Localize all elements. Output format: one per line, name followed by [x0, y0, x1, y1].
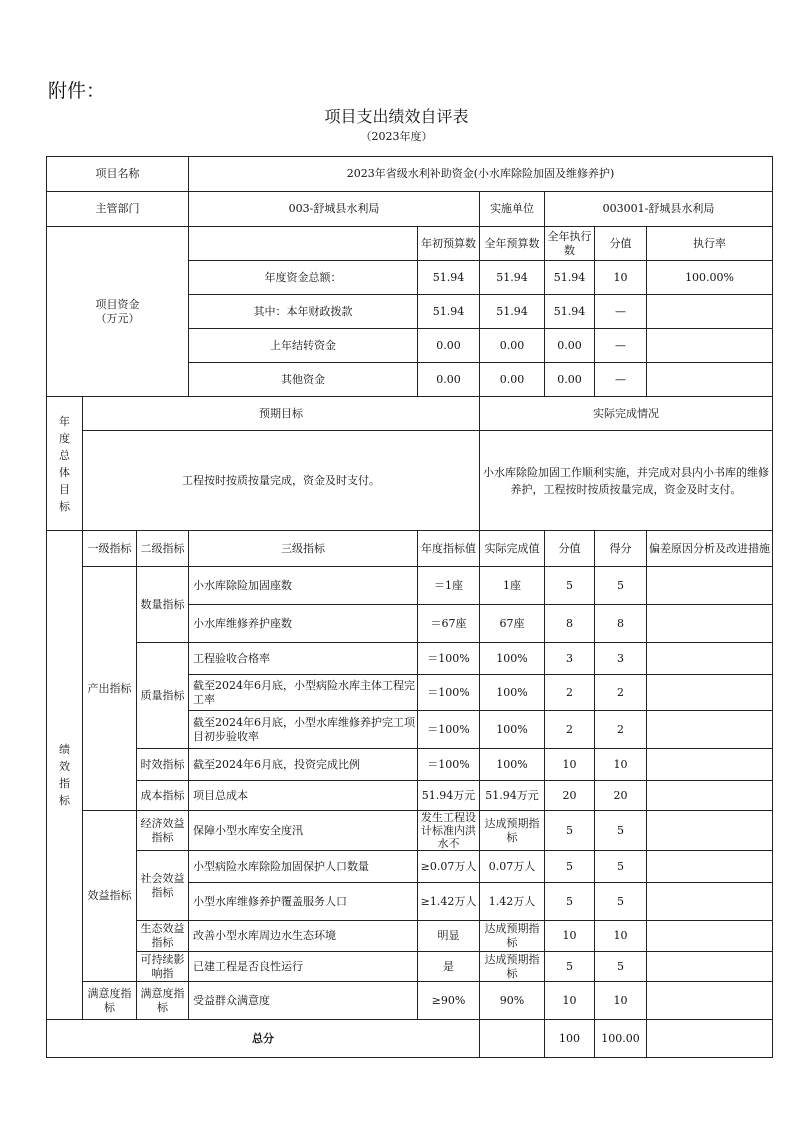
dept-value: 003-舒城县水利局 [189, 192, 480, 227]
funds-header-score: 分值 [595, 227, 647, 261]
funds-row-score: — [595, 363, 647, 397]
funds-row-score: — [595, 295, 647, 329]
funds-row-rate [647, 295, 773, 329]
total-row [47, 1020, 773, 1058]
header-target: 年度指标值 [418, 531, 480, 567]
ecological-indicator-label: 生态效益指标 [137, 921, 189, 952]
indicator-row [47, 811, 773, 851]
goals-content-row [47, 431, 773, 531]
funds-row-rate [647, 329, 773, 363]
expected-goal-text: 工程按时按质按量完成，资金及时支付。 [83, 431, 480, 531]
header-level2: 二级指标 [137, 531, 189, 567]
actual-goal-header: 实际完成情况 [480, 397, 773, 431]
indicator-reason [647, 675, 773, 711]
project-name-value: 2023年省级水利补助资金(小水库除险加固及维修养护) [189, 157, 773, 192]
indicator-row [47, 982, 773, 1020]
indicator-score: 2 [545, 675, 595, 711]
impl-unit-label: 实施单位 [480, 192, 545, 227]
project-name-label: 项目名称 [47, 157, 189, 192]
indicator-reason [647, 781, 773, 811]
indicator-target: ＝100% [418, 749, 480, 781]
indicator-reason [647, 883, 773, 921]
indicator-row [47, 749, 773, 781]
funds-row-name: 其他资金 [189, 363, 418, 397]
funds-label: 项目资金 （万元） [47, 227, 189, 397]
total-label: 总分 [47, 1020, 480, 1058]
indicator-score: 5 [545, 567, 595, 605]
indicator-score: 10 [545, 982, 595, 1020]
indicator-reason [647, 567, 773, 605]
indicator-name: 受益群众满意度 [189, 982, 418, 1020]
indicator-row [47, 921, 773, 952]
indicator-name: 小型病险水库除险加固保护人口数量 [189, 851, 418, 883]
indicator-actual: 达成预期指标 [480, 921, 545, 952]
actual-goal-text: 小水库除险加固工作顺利实施，并完成对县内小书库的维修养护，工程按时按质按量完成，资金及时支付。 [480, 431, 773, 531]
indicator-actual: 51.94万元 [480, 781, 545, 811]
funds-row-full: 0.00 [480, 329, 545, 363]
funds-row-full: 0.00 [480, 363, 545, 397]
indicator-actual: 100% [480, 749, 545, 781]
total-got: 100.00 [595, 1020, 647, 1058]
indicator-score: 10 [545, 749, 595, 781]
funds-row-exec: 51.94 [545, 261, 595, 295]
indicator-got: 2 [595, 675, 647, 711]
indicator-got: 3 [595, 643, 647, 675]
indicator-header-row [47, 531, 773, 567]
indicator-name: 截至2024年6月底，投资完成比例 [189, 749, 418, 781]
indicator-row [47, 643, 773, 675]
indicator-target: 发生工程设计标准内洪水不 [418, 811, 480, 851]
page-title: 项目支出绩效自评表 [324, 107, 469, 126]
indicator-got: 10 [595, 921, 647, 952]
indicator-score: 5 [545, 811, 595, 851]
output-indicator-label: 产出指标 [83, 567, 137, 811]
indicator-score: 20 [545, 781, 595, 811]
indicator-target: 51.94万元 [418, 781, 480, 811]
indicator-score: 5 [545, 851, 595, 883]
funds-header-init: 年初预算数 [418, 227, 480, 261]
header-level1: 一级指标 [83, 531, 137, 567]
indicator-got: 8 [595, 605, 647, 643]
indicator-reason [647, 851, 773, 883]
funds-row-name: 年度资金总额： [189, 261, 418, 295]
indicator-actual: 100% [480, 711, 545, 749]
funds-header-exec: 全年执行数 [545, 227, 595, 261]
indicator-got: 20 [595, 781, 647, 811]
self-evaluation-table [46, 156, 773, 1058]
indicator-actual: 100% [480, 675, 545, 711]
indicator-reason [647, 952, 773, 982]
funds-row-score: 10 [595, 261, 647, 295]
funds-row-init: 0.00 [418, 363, 480, 397]
cost-indicator-label: 成本指标 [137, 781, 189, 811]
indicator-reason [647, 749, 773, 781]
indicator-score: 5 [545, 952, 595, 982]
quality-indicator-label: 质量指标 [137, 643, 189, 749]
indicator-got: 5 [595, 851, 647, 883]
indicator-target: ≥1.42万人 [418, 883, 480, 921]
indicator-name: 小水库除险加固座数 [189, 567, 418, 605]
header-score: 分值 [545, 531, 595, 567]
funds-row-full: 51.94 [480, 261, 545, 295]
indicator-name: 截至2024年6月底，小型病险水库主体工程完工率 [189, 675, 418, 711]
project-name-row [47, 157, 773, 192]
time-indicator-label: 时效指标 [137, 749, 189, 781]
funds-row-name: 其中：本年财政拨款 [189, 295, 418, 329]
indicator-score: 2 [545, 711, 595, 749]
indicator-target: ＝100% [418, 711, 480, 749]
indicator-target: ＝100% [418, 675, 480, 711]
indicator-reason [647, 921, 773, 952]
indicator-got: 5 [595, 952, 647, 982]
indicator-actual: 达成预期指标 [480, 952, 545, 982]
department-row [47, 192, 773, 227]
expected-goal-header: 预期目标 [83, 397, 480, 431]
effect-indicator-label: 效益指标 [83, 811, 137, 982]
funds-row-rate: 100.00% [647, 261, 773, 295]
funds-row-exec: 0.00 [545, 363, 595, 397]
header-actual: 实际完成值 [480, 531, 545, 567]
indicator-actual: 90% [480, 982, 545, 1020]
indicator-name: 小水库维修养护座数 [189, 605, 418, 643]
attachment-label: 附件： [48, 80, 106, 102]
funds-row-init: 51.94 [418, 261, 480, 295]
total-blank [480, 1020, 545, 1058]
quantity-indicator-label: 数量指标 [137, 567, 189, 643]
goals-header-row [47, 397, 773, 431]
header-level3: 三级指标 [189, 531, 418, 567]
indicator-row [47, 781, 773, 811]
funds-row-init: 0.00 [418, 329, 480, 363]
indicator-got: 5 [595, 883, 647, 921]
indicator-score: 8 [545, 605, 595, 643]
indicator-reason [647, 982, 773, 1020]
social-indicator-label: 社会效益指标 [137, 851, 189, 921]
funds-row-rate [647, 363, 773, 397]
indicator-name: 项目总成本 [189, 781, 418, 811]
indicator-got: 5 [595, 811, 647, 851]
indicator-actual: 1座 [480, 567, 545, 605]
indicator-actual: 0.07万人 [480, 851, 545, 883]
funds-header-full: 全年预算数 [480, 227, 545, 261]
indicator-name: 改善小型水库周边水生态环境 [189, 921, 418, 952]
sustain-indicator-label: 可持续影响指 [137, 952, 189, 982]
goals-label: 年 度 总 体 目 标 [47, 397, 83, 531]
indicator-got: 10 [595, 982, 647, 1020]
indicator-actual: 1.42万人 [480, 883, 545, 921]
indicator-actual: 100% [480, 643, 545, 675]
satisfaction-level2-label: 满意度指标 [137, 982, 189, 1020]
total-reason-blank [647, 1020, 773, 1058]
indicators-label: 绩 效 指 标 [47, 531, 83, 1020]
funds-header-blank [189, 227, 418, 261]
indicator-target: ≥90% [418, 982, 480, 1020]
indicator-reason [647, 811, 773, 851]
indicator-name: 截至2024年6月底，小型水库维修养护完工项目初步验收率 [189, 711, 418, 749]
indicator-reason [647, 605, 773, 643]
total-score: 100 [545, 1020, 595, 1058]
indicator-target: ＝67座 [418, 605, 480, 643]
funds-row-exec: 51.94 [545, 295, 595, 329]
funds-row-name: 上年结转资金 [189, 329, 418, 363]
indicator-name: 小型水库维修养护覆盖服务人口 [189, 883, 418, 921]
indicator-name: 工程验收合格率 [189, 643, 418, 675]
indicator-row [47, 851, 773, 883]
funds-row-full: 51.94 [480, 295, 545, 329]
indicator-score: 5 [545, 883, 595, 921]
indicator-target: ≥0.07万人 [418, 851, 480, 883]
funds-header-row [47, 227, 773, 261]
funds-row-exec: 0.00 [545, 329, 595, 363]
indicator-got: 2 [595, 711, 647, 749]
indicator-score: 10 [545, 921, 595, 952]
funds-header-rate: 执行率 [647, 227, 773, 261]
header-reason: 偏差原因分析及改进措施 [647, 531, 773, 567]
dept-label: 主管部门 [47, 192, 189, 227]
indicator-score: 3 [545, 643, 595, 675]
indicator-target: ＝100% [418, 643, 480, 675]
economic-indicator-label: 经济效益指标 [137, 811, 189, 851]
indicator-target: 明显 [418, 921, 480, 952]
funds-row-score: — [595, 329, 647, 363]
indicator-reason [647, 711, 773, 749]
indicator-row [47, 567, 773, 605]
indicator-name: 已建工程是否良性运行 [189, 952, 418, 982]
satisfaction-level1-label: 满意度指标 [83, 982, 137, 1020]
indicator-got: 5 [595, 567, 647, 605]
indicator-actual: 67座 [480, 605, 545, 643]
indicator-got: 10 [595, 749, 647, 781]
indicator-row [47, 952, 773, 982]
report-year: （2023年度） [360, 130, 433, 143]
funds-row-init: 51.94 [418, 295, 480, 329]
indicator-reason [647, 643, 773, 675]
indicator-actual: 达成预期指标 [480, 811, 545, 851]
impl-unit-value: 003001-舒城县水利局 [545, 192, 773, 227]
indicator-target: 是 [418, 952, 480, 982]
indicator-target: ＝1座 [418, 567, 480, 605]
header-got: 得分 [595, 531, 647, 567]
indicator-name: 保障小型水库安全度汛 [189, 811, 418, 851]
